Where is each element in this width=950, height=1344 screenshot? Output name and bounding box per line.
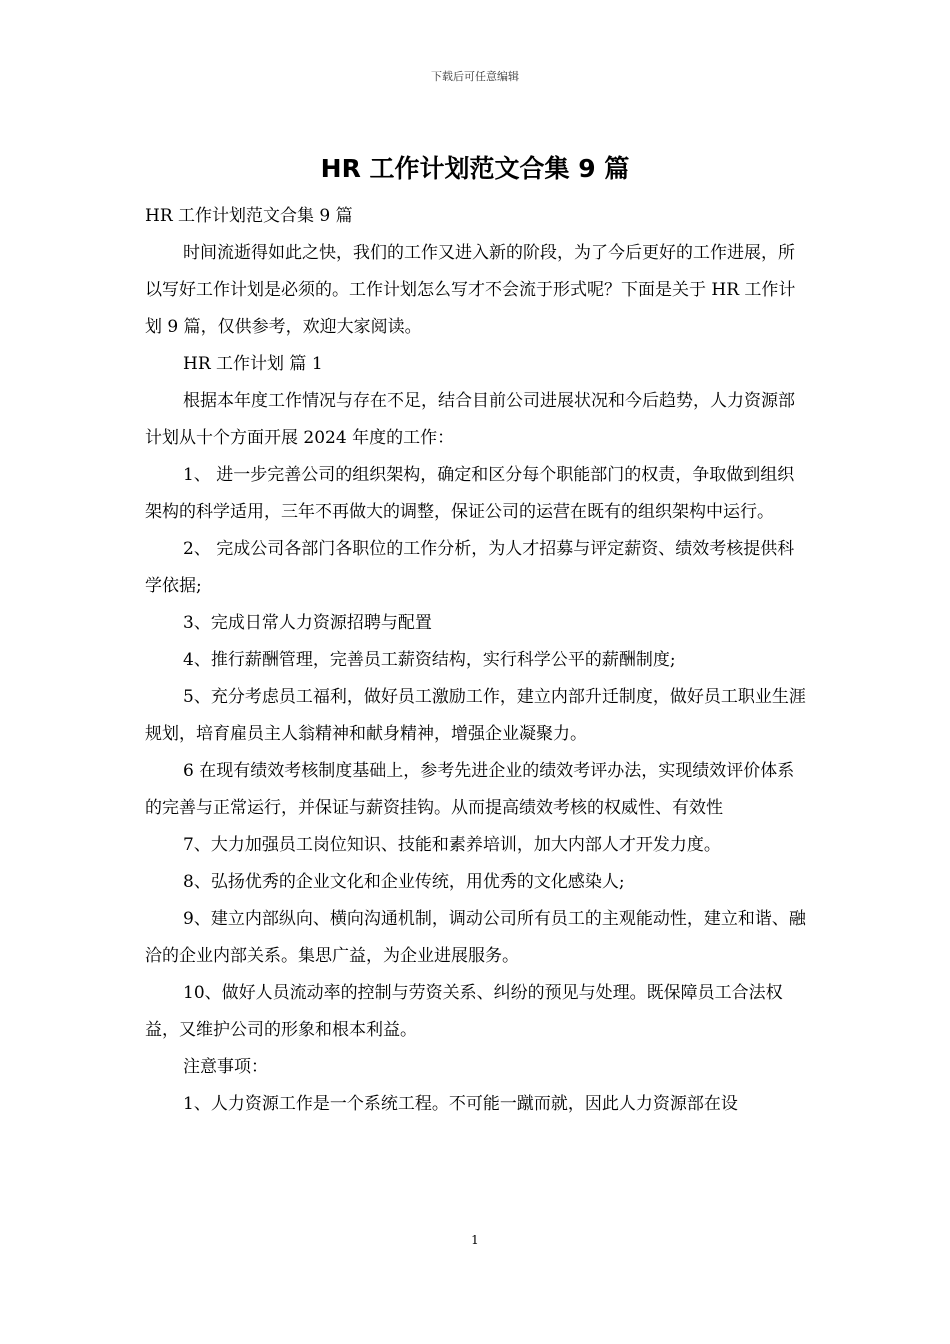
header-note: 下载后可任意编辑 [431, 70, 519, 83]
document-title: HR 工作计划范文合集 9 篇 [320, 154, 630, 183]
list-item: 3、完成日常人力资源招聘与配置 [183, 613, 432, 633]
list-item: 7、大力加强员工岗位知识、技能和素养培训，加大内部人才开发力度。 [183, 835, 721, 855]
document-body [145, 198, 810, 1123]
notes-heading: 注意事项： [183, 1057, 268, 1077]
list-item: 2、 完成公司各部门各职位的工作分析，为人才招募与评定薪资、绩效考核提供科学依据; [145, 539, 795, 596]
list-item: 4、推行薪酬管理，完善员工薪资结构，实行科学公平的薪酬制度; [183, 650, 676, 670]
paragraph-intro: 时间流逝得如此之快，我们的工作又进入新的阶段，为了今后更好的工作进展，所以写好工作计划是必须的。工作计划怎么写才不会流于形式呢？下面是关于 HR 工作计划 9 篇，仅供参考，欢迎大家阅读。 [145, 243, 796, 337]
document-subtitle: HR 工作计划范文合集 9 篇 [145, 206, 353, 226]
list-item: 1、 进一步完善公司的组织架构，确定和区分每个职能部门的权责，争取做到组织架构的科学适用，三年不再做大的调整，保证公司的运营在既有的组织架构中运行。 [145, 465, 795, 522]
paragraph-overview: 根据本年度工作情况与存在不足，结合目前公司进展状况和今后趋势，人力资源部计划从十个方面开展 2024 年度的工作： [145, 391, 795, 448]
list-item: 5、充分考虑员工福利，做好员工激励工作，建立内部升迁制度，做好员工职业生涯规划，培育雇员主人翁精神和献身精神，增强企业凝聚力。 [145, 687, 806, 744]
list-item: 10、做好人员流动率的控制与劳资关系、纠纷的预见与处理。既保障员工合法权益，又维护公司的形象和根本利益。 [145, 983, 783, 1040]
page-number: 1 [471, 1233, 479, 1247]
section-heading: HR 工作计划 篇 1 [183, 354, 323, 374]
list-item: 8、弘扬优秀的企业文化和企业传统，用优秀的文化感染人; [183, 872, 625, 892]
list-item: 1、人力资源工作是一个系统工程。不可能一蹴而就，因此人力资源部在设 [183, 1094, 738, 1114]
list-item: 6 在现有绩效考核制度基础上，参考先进企业的绩效考评办法，实现绩效评价体系的完善与正常运行，并保证与薪资挂钩。从而提高绩效考核的权威性、有效性 [145, 761, 795, 818]
list-item: 9、建立内部纵向、横向沟通机制，调动公司所有员工的主观能动性，建立和谐、融洽的企业内部关系。集思广益，为企业进展服务。 [145, 909, 806, 966]
